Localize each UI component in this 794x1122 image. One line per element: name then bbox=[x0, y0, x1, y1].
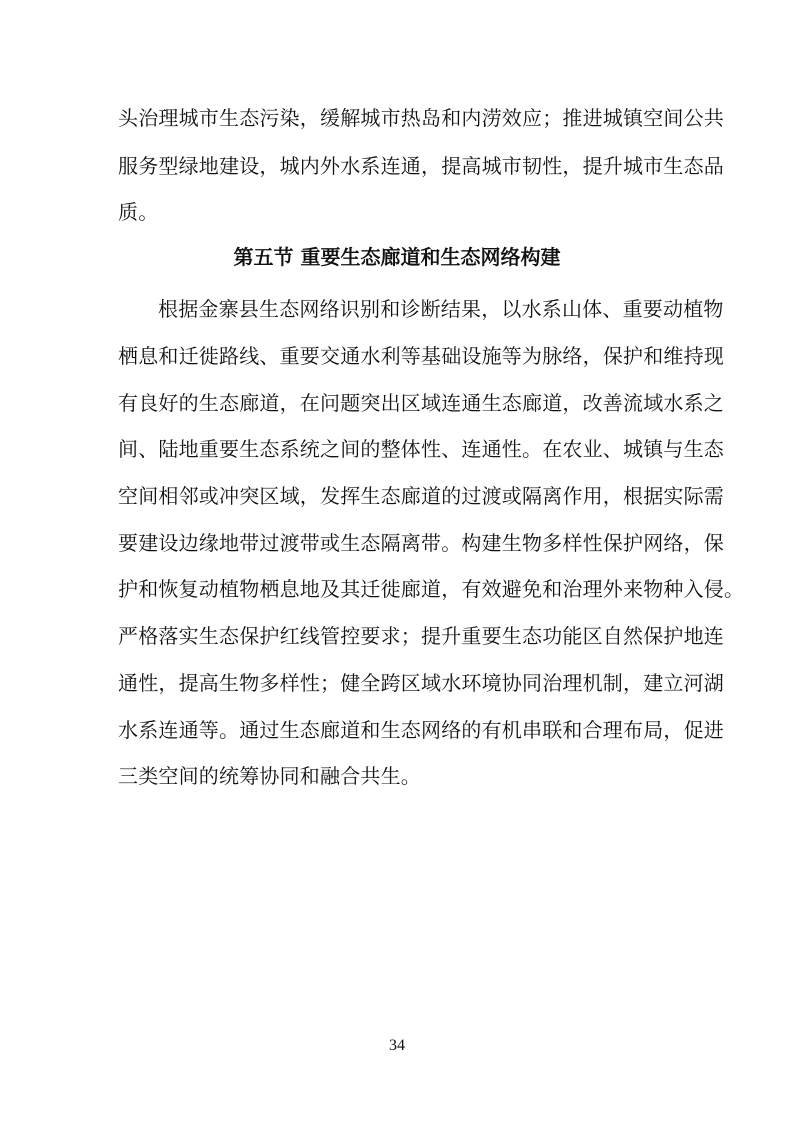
paragraph-line: 护和恢复动植物栖息地及其迁徙廊道，有效避免和治理外来物种入侵。 bbox=[118, 577, 745, 601]
paragraph-line: 三类空间的统筹协同和融合共生。 bbox=[118, 764, 421, 788]
paragraph-line: 头治理城市生态污染，缓解城市热岛和内涝效应；推进城镇空间公共 bbox=[118, 106, 724, 130]
paragraph-line: 要建设边缘地带过渡带或生态隔离带。构建生物多样性保护网络，保 bbox=[118, 531, 724, 555]
paragraph-line: 有良好的生态廊道，在问题突出区域连通生态廊道，改善流域水系之 bbox=[118, 391, 724, 415]
page-number: 34 bbox=[389, 1037, 405, 1054]
paragraph-line: 严格落实生态保护红线管控要求；提升重要生态功能区自然保护地连 bbox=[118, 624, 724, 648]
paragraph-line: 服务型绿地建设，城内外水系连通，提高城市韧性，提升城市生态品 bbox=[118, 154, 724, 178]
paragraph-line: 水系连通等。通过生态廊道和生态网络的有机串联和合理布局，促进 bbox=[118, 718, 724, 742]
section-heading: 第五节 重要生态廊道和生态网络构建 bbox=[233, 245, 561, 269]
paragraph-line: 根据金寨县生态网络识别和诊断结果，以水系山体、重要动植物 bbox=[158, 297, 724, 321]
paragraph-line: 空间相邻或冲突区域，发挥生态廊道的过渡或隔离作用，根据实际需 bbox=[118, 484, 724, 508]
paragraph-line: 间、陆地重要生态系统之间的整体性、连通性。在农业、城镇与生态 bbox=[118, 437, 724, 461]
paragraph-line: 栖息和迁徙路线、重要交通水利等基础设施等为脉络，保护和维持现 bbox=[118, 344, 724, 368]
paragraph-line: 质。 bbox=[118, 200, 159, 224]
paragraph-line: 通性，提高生物多样性；健全跨区域水环境协同治理机制，建立河湖 bbox=[118, 671, 724, 695]
